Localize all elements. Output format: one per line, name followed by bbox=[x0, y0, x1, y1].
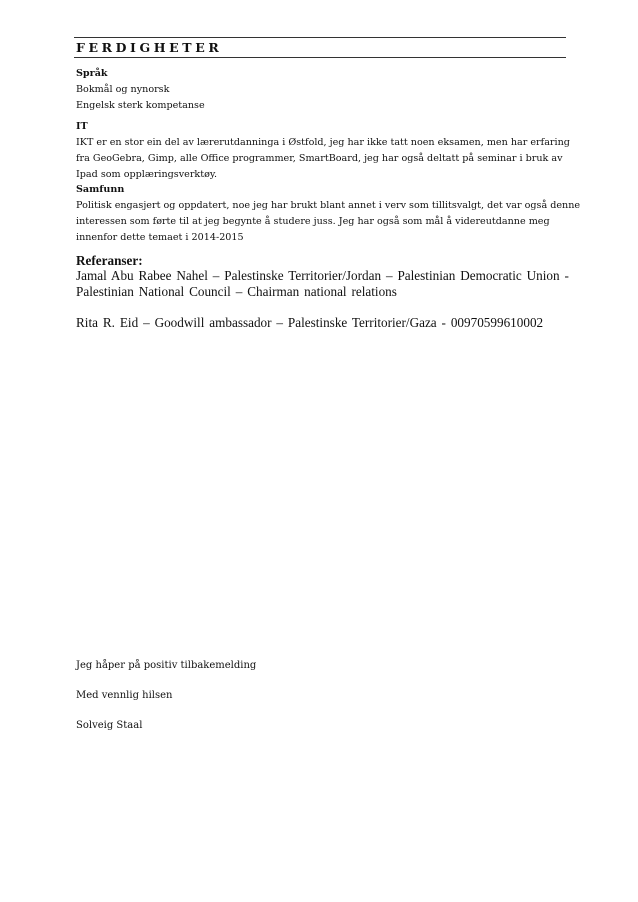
closing-hope: Jeg håper på positiv tilbakemelding bbox=[76, 660, 257, 671]
reference-line: Jamal Abu Rabee Nahel – Palestinske Territorier/Jordan – Palestinian Democratic Union - bbox=[76, 268, 569, 283]
society-line: Politisk engasjert og oppdatert, noe jeg har brukt blant annet i verv som tillitsvalgt, det var også denne bbox=[76, 200, 581, 211]
society-line: interessen som førte til at jeg begynte å studere juss. Jeg har også som mål å videreutdanne meg bbox=[76, 216, 550, 227]
language-line: Bokmål og nynorsk bbox=[76, 84, 170, 95]
society-heading: Samfunn bbox=[76, 184, 125, 195]
language-heading: Språk bbox=[76, 68, 108, 79]
it-heading: IT bbox=[76, 121, 88, 132]
language-line: Engelsk sterk kompetanse bbox=[76, 100, 205, 111]
references-heading: Referanser: bbox=[76, 253, 143, 268]
it-line: Ipad som opplæringsverktøy. bbox=[76, 169, 218, 180]
reference-line: Rita R. Eid – Goodwill ambassador – Palestinske Territorier/Gaza - 00970599610002 bbox=[76, 315, 544, 330]
society-line: innenfor dette temaet i 2014-2015 bbox=[76, 232, 244, 243]
reference-line: Palestinian National Council – Chairman national relations bbox=[76, 284, 397, 299]
it-line: IKT er en stor ein del av lærerutdanninga i Østfold, jeg har ikke tatt noen eksamen, men har erfaring bbox=[76, 137, 570, 148]
closing-greeting: Med vennlig hilsen bbox=[76, 690, 173, 701]
it-line: fra GeoGebra, Gimp, alle Office programmer, SmartBoard, jeg har også deltatt på seminar i bruk av bbox=[76, 153, 563, 164]
top-rule bbox=[74, 37, 566, 38]
bottom-rule bbox=[74, 57, 566, 58]
section-title: FERDIGHETER bbox=[76, 40, 223, 55]
signature-name: Solveig Staal bbox=[76, 720, 143, 731]
